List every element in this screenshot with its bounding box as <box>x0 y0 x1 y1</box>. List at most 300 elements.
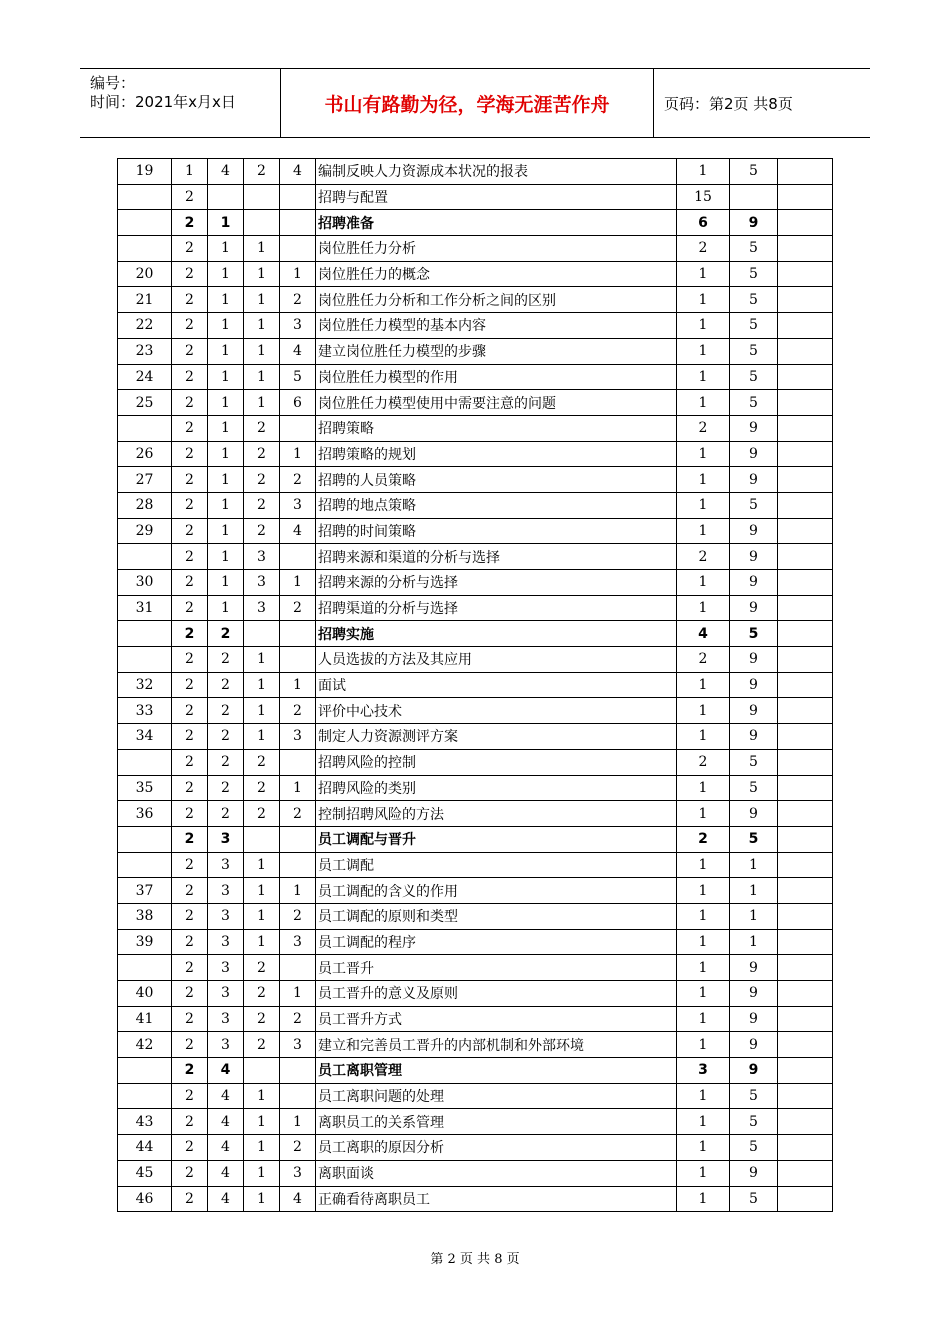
seq-no-cell <box>118 1058 172 1084</box>
table-row <box>118 801 833 827</box>
level-2-cell: 1 <box>208 390 244 416</box>
table-row <box>118 878 833 904</box>
weight-a-cell: 1 <box>677 261 730 287</box>
topic-cell: 岗位胜任力模型使用中需要注意的问题 <box>316 390 677 416</box>
table-body <box>118 159 833 1212</box>
weight-a-cell: 1 <box>677 981 730 1007</box>
level-2-cell: 4 <box>208 1109 244 1135</box>
weight-b-cell: 9 <box>730 1032 778 1058</box>
level-3-cell: 1 <box>244 338 280 364</box>
topic-cell: 招聘策略的规划 <box>316 441 677 467</box>
topic-cell: 岗位胜任力模型的基本内容 <box>316 313 677 339</box>
seq-no-cell: 45 <box>118 1160 172 1186</box>
level-1-cell: 2 <box>172 878 208 904</box>
seq-no-cell: 21 <box>118 287 172 313</box>
seq-no-cell <box>118 184 172 210</box>
blank-cell <box>778 261 833 287</box>
topic-cell: 招聘风险的类别 <box>316 775 677 801</box>
level-3-cell: 2 <box>244 981 280 1007</box>
level-2-cell: 1 <box>208 492 244 518</box>
topic-cell: 员工调配与晋升 <box>316 826 677 852</box>
topic-cell: 招聘风险的控制 <box>316 749 677 775</box>
table-row <box>118 826 833 852</box>
weight-a-cell: 1 <box>677 1160 730 1186</box>
weight-b-cell: 5 <box>730 1186 778 1212</box>
level-3-cell <box>244 210 280 236</box>
page-info-text: 页码：第2页 共8页 <box>664 94 793 113</box>
seq-no-cell: 27 <box>118 467 172 493</box>
table-row <box>118 1006 833 1032</box>
seq-no-cell: 43 <box>118 1109 172 1135</box>
level-3-cell: 1 <box>244 390 280 416</box>
seq-no-cell: 33 <box>118 698 172 724</box>
topic-cell: 员工晋升 <box>316 955 677 981</box>
seq-no-cell: 25 <box>118 390 172 416</box>
blank-cell <box>778 929 833 955</box>
weight-a-cell: 1 <box>677 364 730 390</box>
header-motto <box>281 69 654 137</box>
level-2-cell: 4 <box>208 1083 244 1109</box>
weight-b-cell: 5 <box>730 775 778 801</box>
table-row <box>118 724 833 750</box>
seq-no-cell: 23 <box>118 338 172 364</box>
seq-no-cell: 34 <box>118 724 172 750</box>
level-1-cell: 2 <box>172 441 208 467</box>
level-2-cell: 1 <box>208 544 244 570</box>
blank-cell <box>778 338 833 364</box>
level-4-cell: 2 <box>280 801 316 827</box>
seq-no-cell <box>118 236 172 262</box>
topic-cell: 岗位胜任力分析和工作分析之间的区别 <box>316 287 677 313</box>
level-1-cell: 2 <box>172 801 208 827</box>
weight-a-cell: 1 <box>677 903 730 929</box>
blank-cell <box>778 801 833 827</box>
topic-cell: 岗位胜任力分析 <box>316 236 677 262</box>
weight-b-cell: 5 <box>730 492 778 518</box>
level-4-cell: 6 <box>280 390 316 416</box>
table-row <box>118 313 833 339</box>
level-1-cell: 2 <box>172 698 208 724</box>
syllabus-table <box>117 158 833 1212</box>
level-3-cell: 1 <box>244 903 280 929</box>
blank-cell <box>778 1083 833 1109</box>
seq-no-cell: 19 <box>118 159 172 185</box>
blank-cell <box>778 1186 833 1212</box>
level-3-cell: 1 <box>244 647 280 673</box>
topic-cell: 员工离职管理 <box>316 1058 677 1084</box>
topic-cell: 招聘实施 <box>316 621 677 647</box>
blank-cell <box>778 826 833 852</box>
level-4-cell: 1 <box>280 672 316 698</box>
weight-a-cell: 1 <box>677 467 730 493</box>
level-3-cell: 2 <box>244 775 280 801</box>
motto-text: 书山有路勤为径，学海无涯苦作舟 <box>324 93 610 116</box>
level-4-cell: 3 <box>280 1160 316 1186</box>
weight-b-cell: 9 <box>730 801 778 827</box>
level-3-cell: 2 <box>244 749 280 775</box>
page-header <box>80 68 870 138</box>
table-row <box>118 518 833 544</box>
level-1-cell: 2 <box>172 492 208 518</box>
weight-a-cell: 3 <box>677 1058 730 1084</box>
level-2-cell: 4 <box>208 1160 244 1186</box>
level-2-cell: 3 <box>208 852 244 878</box>
level-3-cell: 1 <box>244 1135 280 1161</box>
seq-no-cell: 28 <box>118 492 172 518</box>
table-row <box>118 698 833 724</box>
level-4-cell <box>280 236 316 262</box>
level-3-cell <box>244 1058 280 1084</box>
seq-no-cell: 29 <box>118 518 172 544</box>
level-4-cell: 1 <box>280 570 316 596</box>
weight-b-cell: 9 <box>730 570 778 596</box>
table-row <box>118 287 833 313</box>
blank-cell <box>778 1058 833 1084</box>
table-row <box>118 647 833 673</box>
blank-cell <box>778 287 833 313</box>
level-2-cell: 2 <box>208 621 244 647</box>
level-2-cell: 2 <box>208 724 244 750</box>
level-4-cell <box>280 621 316 647</box>
level-1-cell: 1 <box>172 159 208 185</box>
blank-cell <box>778 621 833 647</box>
weight-a-cell: 1 <box>677 1006 730 1032</box>
level-3-cell: 2 <box>244 1006 280 1032</box>
level-4-cell: 1 <box>280 441 316 467</box>
level-3-cell: 1 <box>244 1186 280 1212</box>
table-row <box>118 210 833 236</box>
blank-cell <box>778 313 833 339</box>
table-row <box>118 184 833 210</box>
number-label: 编号： <box>90 74 136 92</box>
weight-b-cell: 5 <box>730 364 778 390</box>
weight-b-cell: 9 <box>730 672 778 698</box>
level-3-cell: 1 <box>244 878 280 904</box>
level-4-cell: 2 <box>280 287 316 313</box>
level-2-cell: 1 <box>208 313 244 339</box>
level-1-cell: 2 <box>172 236 208 262</box>
level-4-cell <box>280 749 316 775</box>
level-2-cell: 2 <box>208 775 244 801</box>
blank-cell <box>778 210 833 236</box>
weight-a-cell: 1 <box>677 1109 730 1135</box>
level-3-cell: 2 <box>244 492 280 518</box>
topic-cell: 评价中心技术 <box>316 698 677 724</box>
level-1-cell: 2 <box>172 570 208 596</box>
level-1-cell: 2 <box>172 287 208 313</box>
table-row <box>118 570 833 596</box>
weight-b-cell: 9 <box>730 647 778 673</box>
seq-no-cell: 42 <box>118 1032 172 1058</box>
level-1-cell: 2 <box>172 595 208 621</box>
level-4-cell: 2 <box>280 1006 316 1032</box>
weight-b-cell: 9 <box>730 724 778 750</box>
topic-cell: 员工离职问题的处理 <box>316 1083 677 1109</box>
level-3-cell: 1 <box>244 364 280 390</box>
topic-cell: 招聘与配置 <box>316 184 677 210</box>
weight-a-cell: 1 <box>677 1032 730 1058</box>
level-1-cell: 2 <box>172 1135 208 1161</box>
weight-b-cell: 5 <box>730 287 778 313</box>
blank-cell <box>778 159 833 185</box>
table-row <box>118 236 833 262</box>
level-1-cell: 2 <box>172 775 208 801</box>
level-1-cell: 2 <box>172 261 208 287</box>
level-3-cell: 1 <box>244 929 280 955</box>
topic-cell: 岗位胜任力模型的作用 <box>316 364 677 390</box>
weight-b-cell <box>730 184 778 210</box>
weight-a-cell: 1 <box>677 955 730 981</box>
topic-cell: 招聘渠道的分析与选择 <box>316 595 677 621</box>
seq-no-cell <box>118 415 172 441</box>
level-2-cell: 1 <box>208 364 244 390</box>
level-4-cell: 3 <box>280 929 316 955</box>
level-4-cell: 4 <box>280 159 316 185</box>
level-1-cell: 2 <box>172 852 208 878</box>
blank-cell <box>778 184 833 210</box>
blank-cell <box>778 903 833 929</box>
topic-cell: 离职面谈 <box>316 1160 677 1186</box>
table-row <box>118 1032 833 1058</box>
weight-b-cell: 9 <box>730 1160 778 1186</box>
level-2-cell <box>208 184 244 210</box>
topic-cell: 招聘来源和渠道的分析与选择 <box>316 544 677 570</box>
weight-a-cell: 1 <box>677 441 730 467</box>
seq-no-cell <box>118 647 172 673</box>
topic-cell: 员工调配的原则和类型 <box>316 903 677 929</box>
weight-a-cell: 1 <box>677 570 730 596</box>
weight-a-cell: 1 <box>677 492 730 518</box>
table-row <box>118 1160 833 1186</box>
level-1-cell: 2 <box>172 1109 208 1135</box>
blank-cell <box>778 1109 833 1135</box>
seq-no-cell: 37 <box>118 878 172 904</box>
table-row <box>118 672 833 698</box>
level-1-cell: 2 <box>172 724 208 750</box>
level-4-cell: 3 <box>280 492 316 518</box>
level-2-cell: 1 <box>208 287 244 313</box>
level-1-cell: 2 <box>172 1032 208 1058</box>
topic-cell: 员工晋升的意义及原则 <box>316 981 677 1007</box>
seq-no-cell: 24 <box>118 364 172 390</box>
level-3-cell: 1 <box>244 1083 280 1109</box>
level-4-cell <box>280 647 316 673</box>
level-3-cell: 3 <box>244 544 280 570</box>
level-3-cell: 3 <box>244 570 280 596</box>
level-2-cell: 2 <box>208 801 244 827</box>
blank-cell <box>778 518 833 544</box>
seq-no-cell <box>118 955 172 981</box>
weight-a-cell: 1 <box>677 1186 730 1212</box>
weight-a-cell: 2 <box>677 647 730 673</box>
weight-b-cell: 9 <box>730 210 778 236</box>
weight-a-cell: 2 <box>677 826 730 852</box>
header-page-info <box>654 69 870 137</box>
level-4-cell: 4 <box>280 338 316 364</box>
level-2-cell: 1 <box>208 518 244 544</box>
level-3-cell: 1 <box>244 698 280 724</box>
weight-a-cell: 1 <box>677 313 730 339</box>
blank-cell <box>778 1006 833 1032</box>
table-row <box>118 441 833 467</box>
level-2-cell: 1 <box>208 467 244 493</box>
table-row <box>118 929 833 955</box>
level-3-cell: 1 <box>244 1160 280 1186</box>
level-1-cell: 2 <box>172 749 208 775</box>
weight-b-cell: 9 <box>730 544 778 570</box>
table-row <box>118 338 833 364</box>
table-row <box>118 415 833 441</box>
level-2-cell: 4 <box>208 1135 244 1161</box>
level-1-cell: 2 <box>172 518 208 544</box>
table-row <box>118 749 833 775</box>
seq-no-cell: 31 <box>118 595 172 621</box>
level-1-cell: 2 <box>172 1160 208 1186</box>
blank-cell <box>778 1135 833 1161</box>
weight-b-cell: 1 <box>730 878 778 904</box>
level-1-cell: 2 <box>172 390 208 416</box>
weight-b-cell: 9 <box>730 441 778 467</box>
weight-a-cell: 1 <box>677 878 730 904</box>
seq-no-cell: 32 <box>118 672 172 698</box>
weight-b-cell: 5 <box>730 313 778 339</box>
weight-b-cell: 5 <box>730 390 778 416</box>
table-row <box>118 1083 833 1109</box>
blank-cell <box>778 236 833 262</box>
level-3-cell: 1 <box>244 672 280 698</box>
table-row <box>118 467 833 493</box>
level-1-cell: 2 <box>172 210 208 236</box>
seq-no-cell <box>118 852 172 878</box>
weight-b-cell: 9 <box>730 1058 778 1084</box>
table-row <box>118 364 833 390</box>
topic-cell: 招聘来源的分析与选择 <box>316 570 677 596</box>
topic-cell: 员工调配的含义的作用 <box>316 878 677 904</box>
level-1-cell: 2 <box>172 415 208 441</box>
level-2-cell: 1 <box>208 261 244 287</box>
level-2-cell: 2 <box>208 698 244 724</box>
blank-cell <box>778 672 833 698</box>
level-1-cell: 2 <box>172 1186 208 1212</box>
weight-b-cell: 9 <box>730 981 778 1007</box>
blank-cell <box>778 595 833 621</box>
level-3-cell: 3 <box>244 595 280 621</box>
level-2-cell: 1 <box>208 338 244 364</box>
weight-b-cell: 9 <box>730 595 778 621</box>
weight-a-cell: 1 <box>677 518 730 544</box>
level-1-cell: 2 <box>172 364 208 390</box>
topic-cell: 招聘准备 <box>316 210 677 236</box>
level-2-cell: 1 <box>208 415 244 441</box>
table-row <box>118 1109 833 1135</box>
table-row <box>118 981 833 1007</box>
weight-a-cell: 1 <box>677 724 730 750</box>
level-4-cell: 3 <box>280 724 316 750</box>
table-row <box>118 1058 833 1084</box>
blank-cell <box>778 570 833 596</box>
level-3-cell: 2 <box>244 518 280 544</box>
level-1-cell: 2 <box>172 467 208 493</box>
blank-cell <box>778 364 833 390</box>
header-meta <box>80 69 281 137</box>
footer-page-text: 第 2 页 共 8 页 <box>430 1252 520 1267</box>
level-2-cell: 3 <box>208 929 244 955</box>
topic-cell: 员工晋升方式 <box>316 1006 677 1032</box>
level-3-cell: 2 <box>244 955 280 981</box>
seq-no-cell: 40 <box>118 981 172 1007</box>
topic-cell: 离职员工的关系管理 <box>316 1109 677 1135</box>
level-1-cell: 2 <box>172 903 208 929</box>
blank-cell <box>778 878 833 904</box>
blank-cell <box>778 955 833 981</box>
weight-a-cell: 2 <box>677 415 730 441</box>
topic-cell: 正确看待离职员工 <box>316 1186 677 1212</box>
level-2-cell: 3 <box>208 903 244 929</box>
level-4-cell: 3 <box>280 313 316 339</box>
level-4-cell: 3 <box>280 1032 316 1058</box>
level-1-cell: 2 <box>172 338 208 364</box>
level-1-cell: 2 <box>172 955 208 981</box>
topic-cell: 招聘策略 <box>316 415 677 441</box>
level-3-cell: 2 <box>244 415 280 441</box>
weight-b-cell: 9 <box>730 467 778 493</box>
level-1-cell: 2 <box>172 647 208 673</box>
blank-cell <box>778 544 833 570</box>
weight-a-cell: 1 <box>677 338 730 364</box>
topic-cell: 招聘的人员策略 <box>316 467 677 493</box>
weight-a-cell: 1 <box>677 801 730 827</box>
seq-no-cell: 20 <box>118 261 172 287</box>
level-2-cell: 3 <box>208 981 244 1007</box>
weight-a-cell: 1 <box>677 1083 730 1109</box>
seq-no-cell <box>118 210 172 236</box>
level-4-cell <box>280 544 316 570</box>
table-row <box>118 159 833 185</box>
weight-b-cell: 1 <box>730 929 778 955</box>
level-2-cell: 4 <box>208 1058 244 1084</box>
table-row <box>118 595 833 621</box>
level-1-cell: 2 <box>172 1006 208 1032</box>
seq-no-cell <box>118 749 172 775</box>
table-row <box>118 852 833 878</box>
table-row <box>118 1186 833 1212</box>
level-3-cell: 1 <box>244 287 280 313</box>
level-1-cell: 2 <box>172 313 208 339</box>
weight-b-cell: 9 <box>730 698 778 724</box>
level-4-cell <box>280 1083 316 1109</box>
topic-cell: 人员选拔的方法及其应用 <box>316 647 677 673</box>
topic-cell: 招聘的地点策略 <box>316 492 677 518</box>
weight-b-cell: 5 <box>730 159 778 185</box>
blank-cell <box>778 724 833 750</box>
blank-cell <box>778 981 833 1007</box>
weight-b-cell: 5 <box>730 1083 778 1109</box>
level-3-cell: 1 <box>244 852 280 878</box>
table-row <box>118 390 833 416</box>
level-4-cell <box>280 826 316 852</box>
level-3-cell: 1 <box>244 313 280 339</box>
seq-no-cell: 30 <box>118 570 172 596</box>
blank-cell <box>778 1032 833 1058</box>
level-2-cell: 3 <box>208 955 244 981</box>
seq-no-cell: 22 <box>118 313 172 339</box>
weight-b-cell: 5 <box>730 236 778 262</box>
blank-cell <box>778 775 833 801</box>
weight-a-cell: 1 <box>677 852 730 878</box>
seq-no-cell: 36 <box>118 801 172 827</box>
weight-a-cell: 2 <box>677 236 730 262</box>
level-2-cell: 3 <box>208 878 244 904</box>
